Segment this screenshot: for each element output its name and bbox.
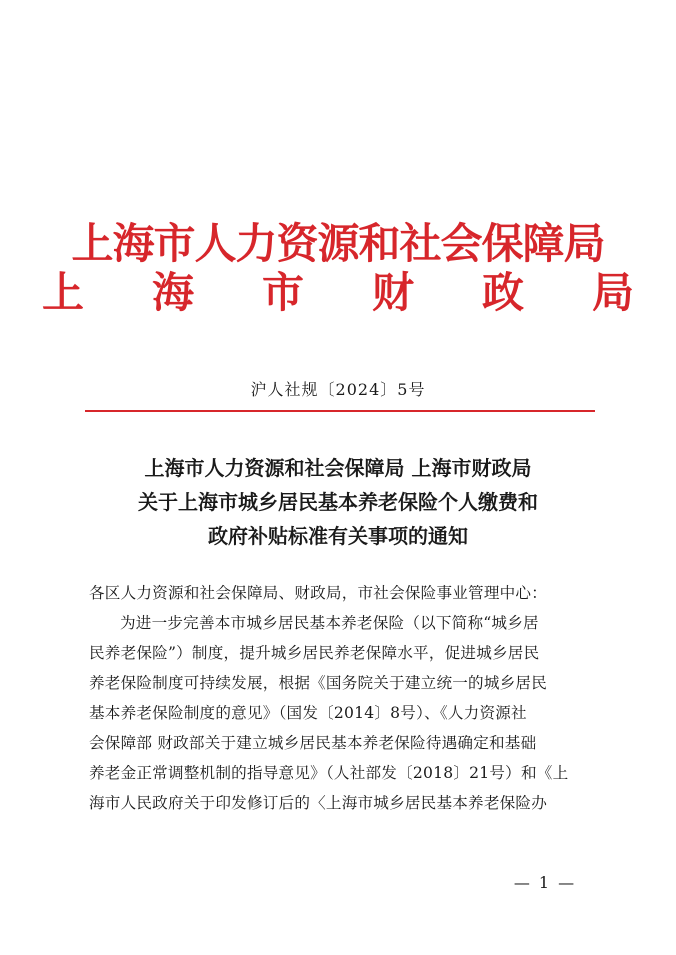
masthead-char: 局	[592, 268, 635, 317]
document-title	[0, 451, 676, 553]
masthead-bureau-name: 上海市人力资源和社会保障局	[71, 219, 605, 268]
title-line: 关于上海市城乡居民基本养老保险个人缴费和	[138, 490, 538, 514]
document-body	[89, 578, 592, 818]
document-number: 沪人社规〔2024〕5号	[250, 380, 426, 399]
body-line: 海市人民政府关于印发修订后的〈上海市城乡居民基本养老保险办	[89, 794, 548, 812]
red-divider-line	[85, 410, 595, 412]
title-line: 上海市人力资源和社会保障局 上海市财政局	[144, 456, 532, 480]
page-number: — 1 —	[513, 873, 577, 892]
body-line: 养老保险制度可持续发展，根据《国务院关于建立统一的城乡居民	[89, 674, 548, 692]
body-line: 养老金正常调整机制的指导意见》（人社部发〔2018〕21号）和《上	[89, 764, 569, 782]
body-line: 基本养老保险制度的意见》（国发〔2014〕8号）、《人力资源社	[89, 704, 527, 722]
masthead-char: 上	[41, 268, 84, 317]
title-line: 政府补贴标准有关事项的通知	[208, 524, 468, 548]
masthead-char: 政	[482, 268, 525, 317]
masthead-char: 市	[261, 268, 304, 317]
masthead-char: 财	[372, 268, 415, 317]
body-line: 为进一步完善本市城乡居民基本养老保险（以下简称“城乡居	[120, 614, 539, 632]
masthead-finance-bureau	[0, 268, 676, 317]
body-line: 民养老保险”）制度，提升城乡居民养老保障水平，促进城乡居民	[89, 644, 540, 662]
addressee-line: 各区人力资源和社会保障局、财政局，市社会保险事业管理中心：	[89, 584, 548, 602]
masthead-char: 海	[151, 268, 194, 317]
body-line: 会保障部 财政部关于建立城乡居民基本养老保险待遇确定和基础	[89, 734, 537, 752]
